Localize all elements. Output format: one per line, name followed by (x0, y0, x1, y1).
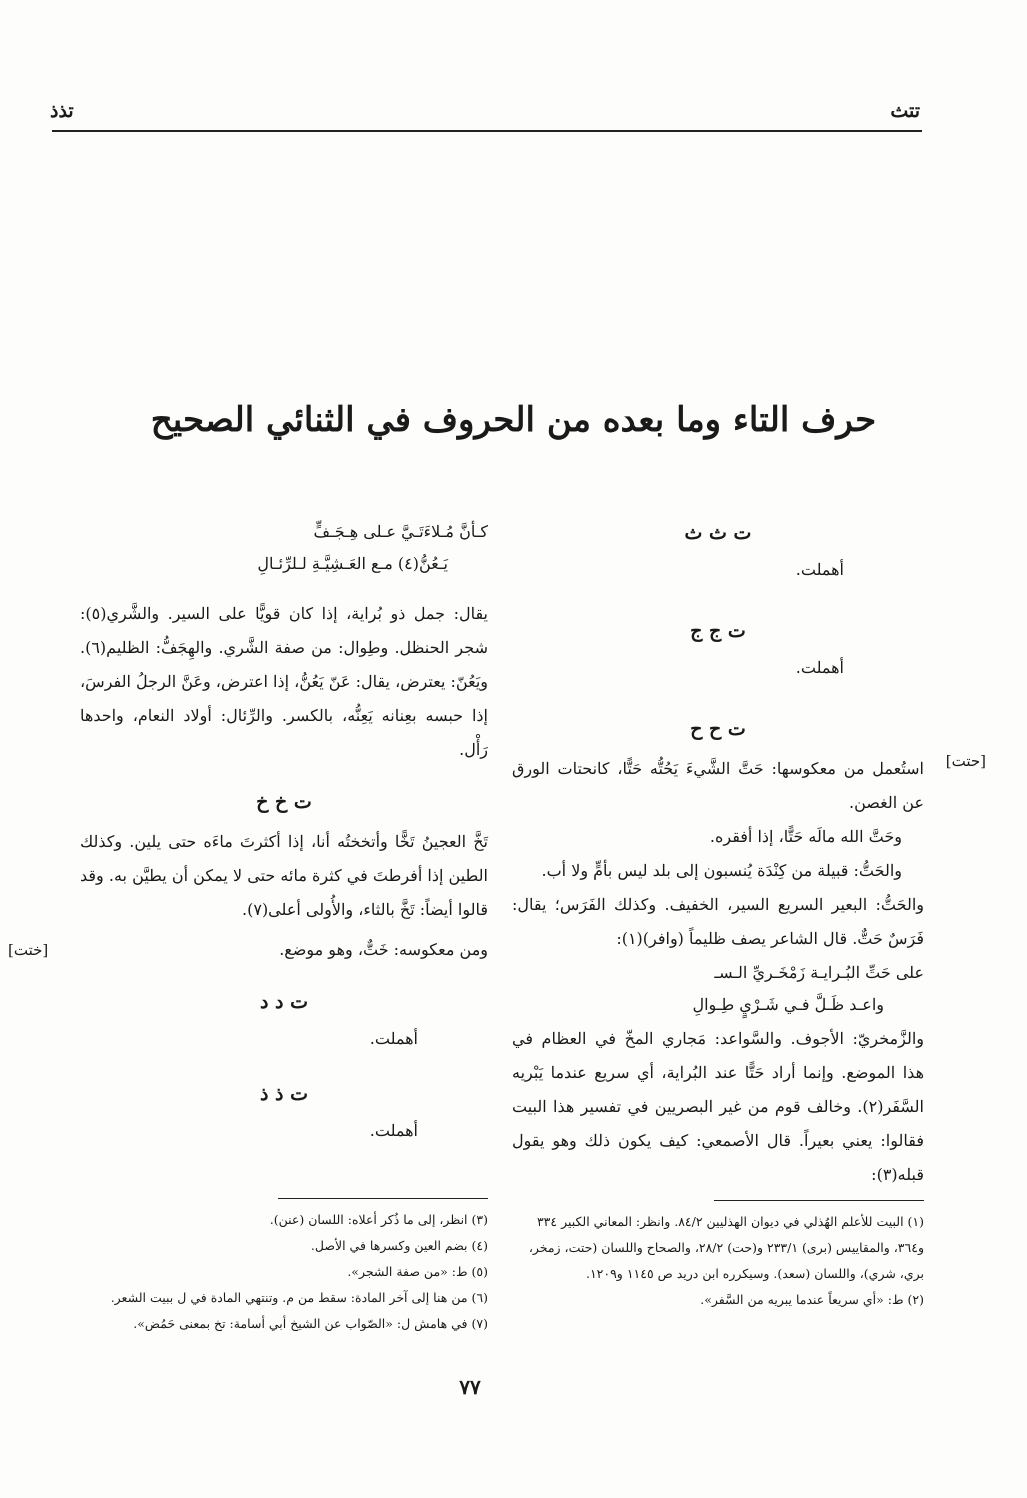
section-text: أهملت. (369, 1121, 418, 1140)
verse-line: واعـد ظَـلَّ فـي شَـرْيٍ طِـوالِ (692, 995, 884, 1014)
page-number: ٧٧ (459, 1375, 481, 1399)
verse-line: يَـعُنُّ(٤) مـع العَـشِيَّـةِ لـلرِّئـالِ (257, 554, 448, 573)
section-heading: ت ح ح (690, 718, 746, 740)
running-header-right: تتث (890, 100, 920, 122)
footnotes-right (512, 1200, 924, 1313)
root-tag: [حتت] (945, 752, 986, 770)
entry-block (512, 752, 986, 820)
paragraph: تَخَّ العجينُ تَخًّا وأتخختُه أنا، إذا أكثرتَ ماءَه حتى يلين. وكذلك الطين إذا أفرطتَ في كثرة مائه حتى لا يمكن أن يطيَّن به. وقد قالوا أيضاً: تَخَّ بالثاء، والأُولى أعلى(٧). (80, 832, 488, 919)
section-text: أهملت. (369, 1029, 418, 1048)
footnote: (٥) ط: «من صفة الشجر». (347, 1264, 488, 1279)
paragraph: وحَتَّ الله مالَه حَتًّا، إذا أفقره. (709, 827, 902, 846)
running-header-left: تذذ (50, 100, 74, 122)
footnote-rule (714, 1200, 924, 1201)
entry-block (8, 933, 488, 967)
section-text: أهملت. (795, 560, 844, 579)
section-heading: ت ث ث (684, 522, 752, 544)
paragraph: والحَتُّ: البعير السريع السير، الخفيف. وكذلك الفَرَس؛ يقال: فَرَسٌ حَتٌّ. قال الشاعر يصف ظليماً (وافر)(١): (512, 895, 924, 948)
root-tag: [ختت] (8, 941, 49, 959)
header-rule (52, 130, 922, 132)
footnote: (٢) ط: «أي سريعاً عندما يبريه من السَّفر». (700, 1292, 924, 1307)
paragraph: والحَتُّ: قبيلة من كِنْدَة يُنسبون إلى بلد ليس بأمٍّ ولا أب. (541, 861, 902, 880)
section-text: أهملت. (795, 658, 844, 677)
footnotes-left (80, 1198, 488, 1337)
chapter-title: حرف التاء وما بعده من الحروف في الثنائي الصحيح (150, 400, 877, 440)
footnote: (٧) في هامش ل: «الصّواب عن الشيخ أبي أسامة: تخ بمعنى حَمُض». (133, 1316, 488, 1331)
paragraph: استُعمل من معكوسها: حَتَّ الشَّيءَ يَحُتُّه حَتًّا، كانحتات الورق عن الغصن. (512, 759, 924, 812)
footnote-rule (278, 1198, 488, 1199)
footnote: (١) البيت للأعلم الهُذلي في ديوان الهذليين ٨٤/٢. وانظر: المعاني الكبير ٣٣٤ و٣٦٤، والمقاييس (برى) ٢٣٣/١ و(حت) ٢٨/٢، والصحاح واللسان (حتت، زمخر، بري، شري)، واللسان (سعد). وسيكرره ابن دريد ص ١١٤٥ و١٢٠٩. (528, 1214, 924, 1281)
verse-line: على حَتِّ البُـرايـة زَمْخَـريِّ الـسـ (714, 963, 924, 982)
verse-line: كـأنَّ مُـلاءَتَـيَّ عـلى هِـجَـفٍّ (313, 522, 488, 541)
section-heading: ت ذ ذ (259, 1083, 309, 1105)
footnote: (٦) من هنا إلى آخر المادة: سقط من م. وتنتهي المادة في ل ببيت الشعر. (110, 1290, 488, 1305)
left-column (8, 515, 488, 1175)
section-heading: ت د د (259, 991, 309, 1013)
paragraph: والزَّمخريّ: الأجوف. والسَّواعد: مَجاري المخّ في العظام في هذا الموضع. وإنما أراد حَتًّا عند البُراية، أي سريع عندما يَبْريه السَّفَر(٢). وخالف قوم من غير البصريين في تفسير هذا البيت فقالوا: يعني بعيراً. قال الأصمعي: كيف يكون ذلك وهو يقول قبله(٣): (512, 1029, 924, 1184)
section-heading: ت ج ج (690, 620, 746, 642)
paragraph: يقال: جمل ذو بُراية، إذا كان قويًّا على السير. والشَّري(٥): شجر الحنظل. وطِوال: من صفة الشَّري. والهِجَفُّ: الظليم(٦). ويَعُنّ: يعترض، يقال: عَنّ يَعُنُّ، إذا اعترض، وعَنَّ الرجلُ الفرسَ، إذا حبسه بعِنانه يَعِنُّه، بالكسر. والرِّئال: أولاد النعام، واحدها رَأْل. (80, 604, 488, 759)
section-heading: ت خ خ (256, 791, 312, 813)
footnote: (٣) انظر، إلى ما ذُكر أعلاه: اللسان (عنن). (269, 1212, 488, 1227)
paragraph: ومن معكوسه: خَتٌّ، وهو موضع. (279, 940, 488, 959)
footnote: (٤) بضم العين وكسرها في الأصل. (310, 1238, 488, 1253)
right-column (512, 522, 986, 1192)
